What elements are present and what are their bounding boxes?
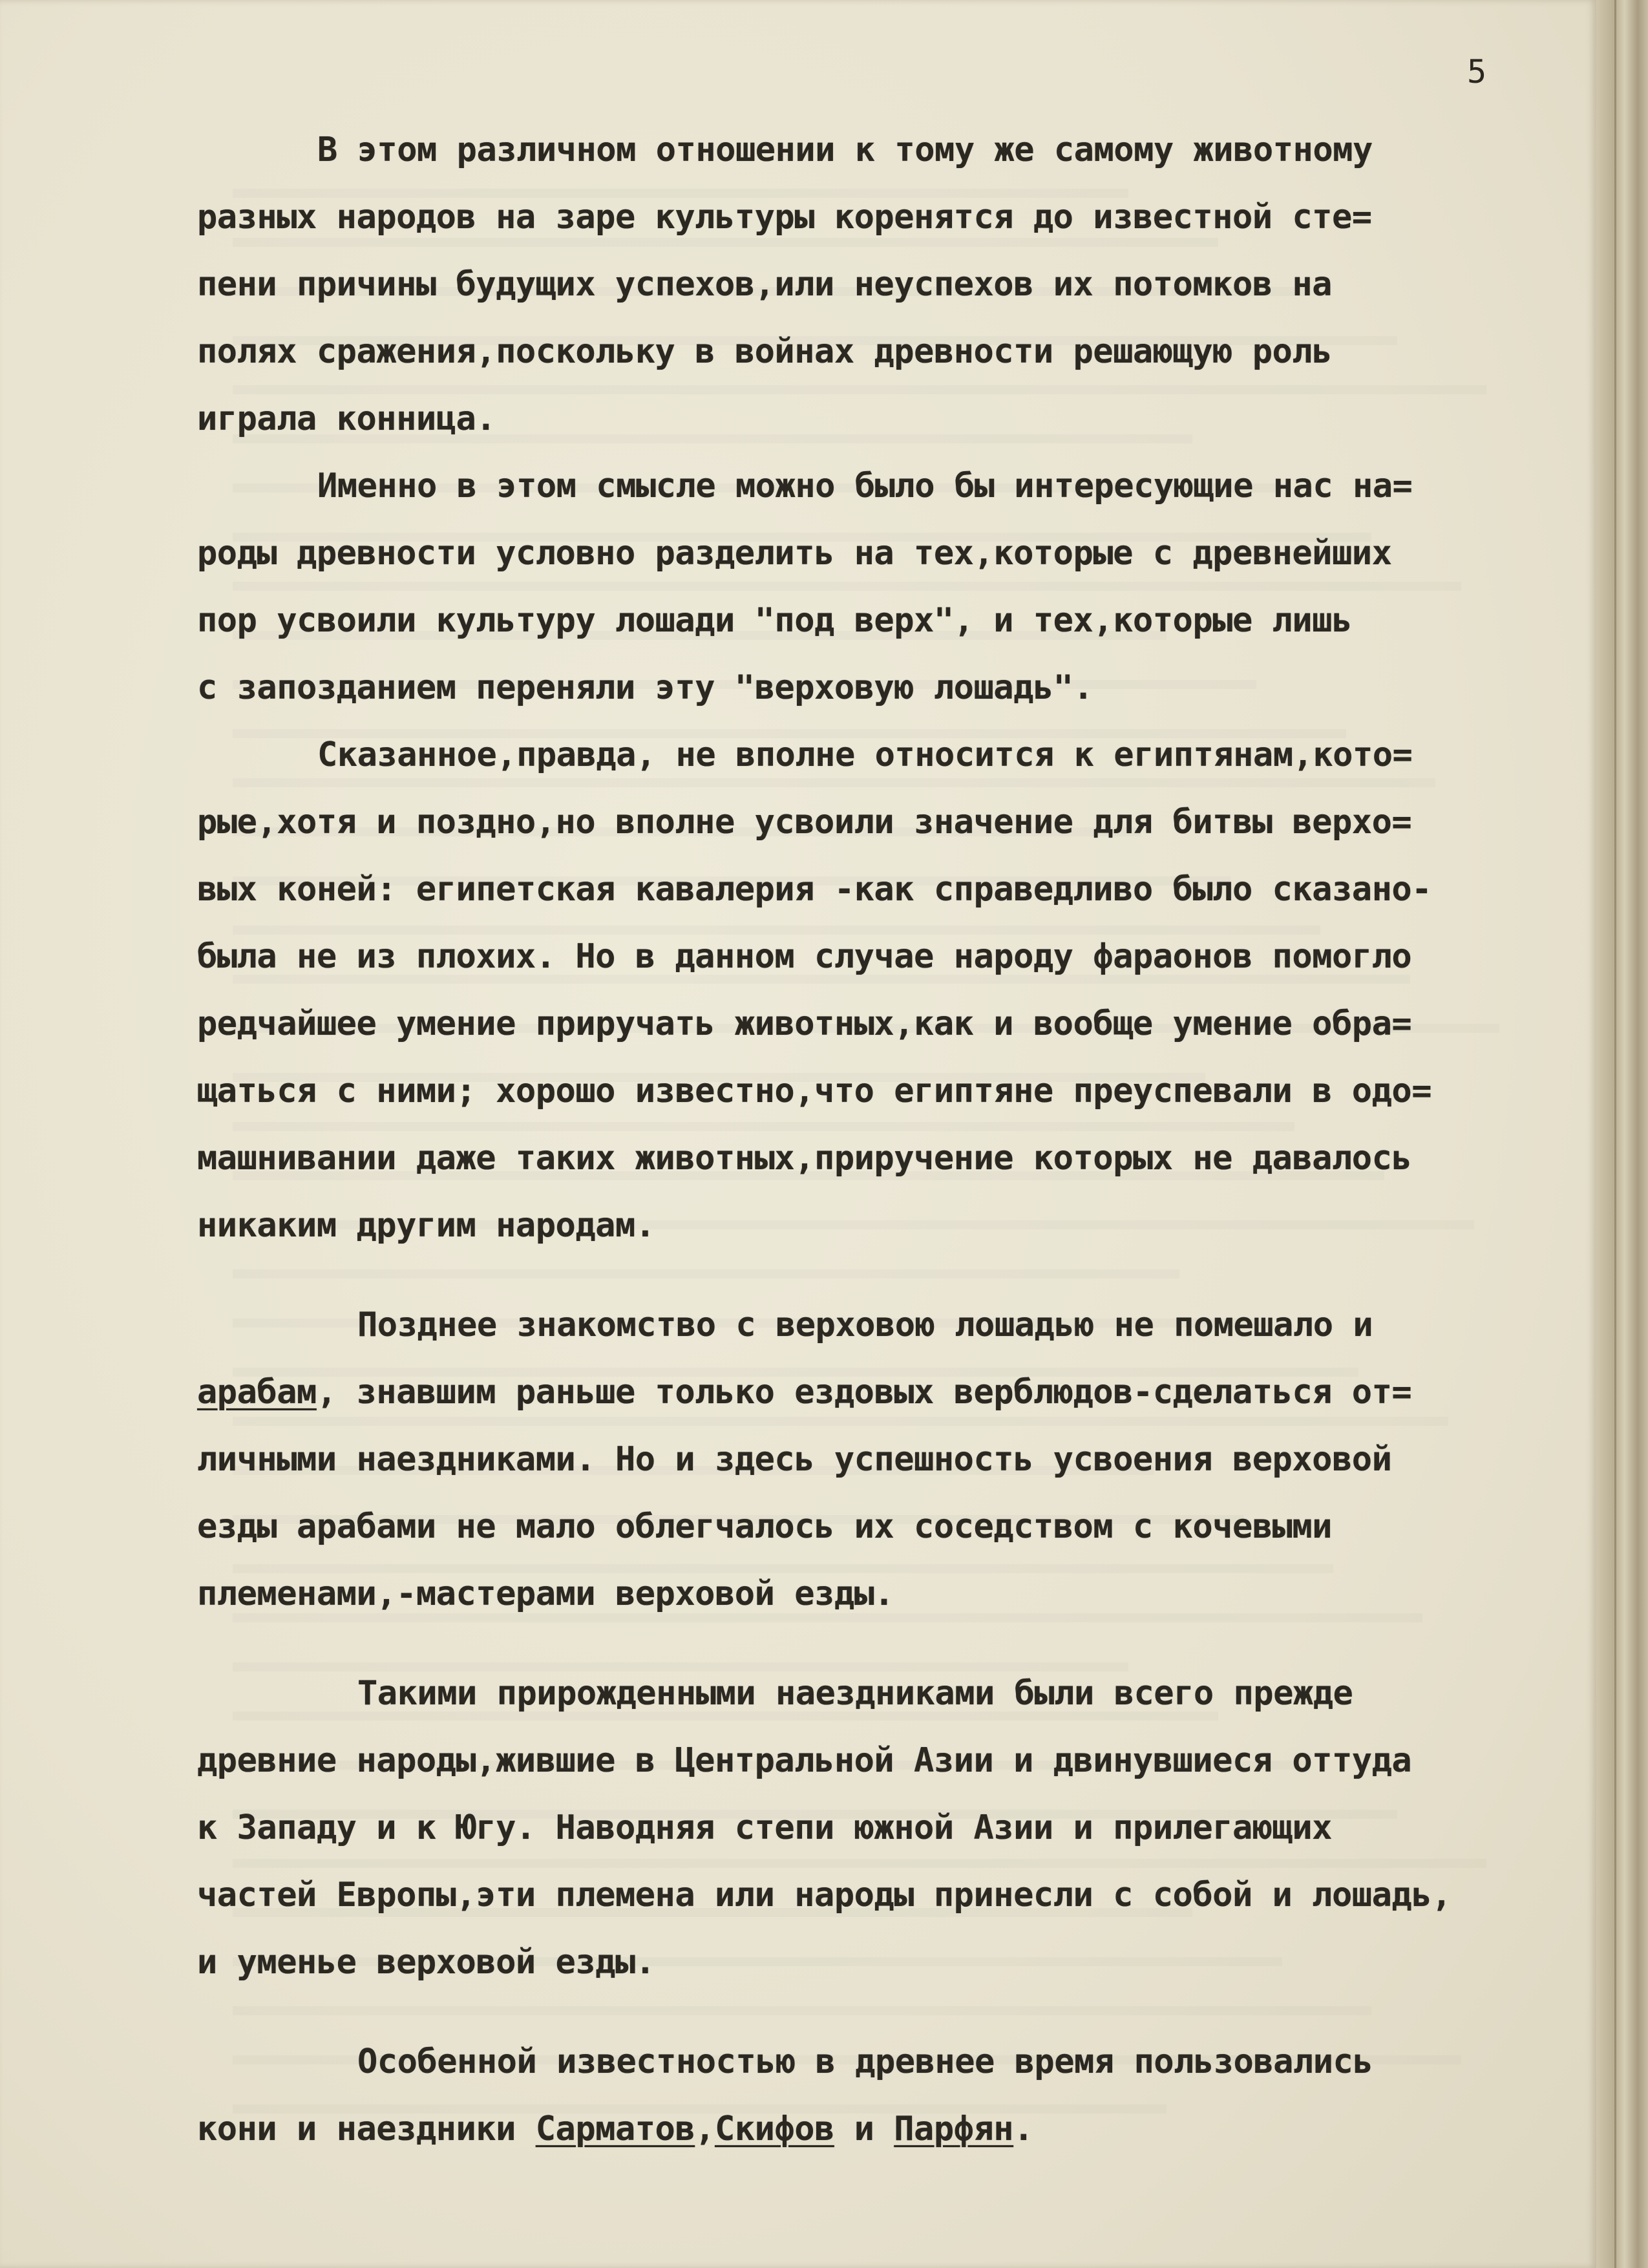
text-segment: Сказанное,правда, не вполне относится к египтянам,кото= [317, 736, 1413, 774]
page-number: 5 [1467, 53, 1487, 90]
text-segment: и уменье верховой езды. [197, 1943, 655, 1982]
text-line [197, 1125, 1548, 1192]
text-segment: к Западу и к Югу. Наводняя степи южной Азии и прилегающих [197, 1808, 1332, 1847]
typewritten-body [197, 116, 1548, 2163]
text-line [197, 2095, 1548, 2163]
text-segment: вых коней: египетская кавалерия -как справедливо было сказано- [197, 870, 1432, 909]
text-line [197, 1291, 1548, 1359]
text-line [197, 1493, 1548, 1560]
text-line [197, 1929, 1548, 1996]
text-segment: Особенной известностью в древнее время пользовались [357, 2042, 1373, 2081]
text-line [197, 520, 1548, 587]
text-line [197, 1560, 1548, 1627]
text-segment: и [834, 2110, 894, 2148]
text-line [197, 1660, 1548, 1727]
text-line [197, 318, 1548, 385]
text-segment: Позднее знакомство с верховою лошадью не помешало и [357, 1306, 1373, 1344]
text-line [197, 587, 1548, 654]
text-line [197, 856, 1548, 923]
text-segment: разных народов на заре культуры коренятся до известной сте= [197, 198, 1372, 237]
text-segment: кони и наездники [197, 2110, 536, 2148]
text-segment: езды арабами не мало облегчалось их соседством с кочевыми [197, 1507, 1332, 1546]
text-line [197, 1359, 1548, 1426]
text-line [197, 789, 1548, 856]
underlined-word: Парфян [894, 2110, 1014, 2148]
text-line [197, 452, 1548, 520]
text-segment: пор усвоили культуру лошади "под верх", и тех,которые лишь [197, 601, 1352, 640]
text-line [197, 1861, 1548, 1929]
text-segment: личными наездниками. Но и здесь успешность усвоения верховой [197, 1440, 1392, 1479]
text-segment: Такими прирожденными наездниками были всего прежде [357, 1674, 1353, 1713]
text-segment: играла конница. [197, 399, 496, 438]
text-line [197, 654, 1548, 721]
text-segment: редчайшее умение приручать животных,как и вообще умение обра= [197, 1004, 1412, 1043]
paragraph-gap [197, 1627, 1548, 1660]
text-segment: . [1013, 2110, 1033, 2148]
text-segment: В этом различном отношении к тому же самому животному [317, 131, 1373, 169]
text-segment: с запозданием переняли эту "верховую лошадь". [197, 668, 1093, 707]
text-line [197, 1192, 1548, 1259]
text-segment: никаким другим народам. [197, 1206, 655, 1245]
text-segment: племенами,-мастерами верховой езды. [197, 1574, 894, 1613]
underlined-word: Сарматов [535, 2110, 695, 2148]
underlined-word: арабам [197, 1373, 317, 1412]
text-line [197, 721, 1548, 789]
text-segment: , [695, 2110, 715, 2148]
text-segment: пени причины будущих успехов,или неуспехов их потомков на [197, 265, 1332, 304]
text-segment: Именно в этом смысле можно было бы интересующие нас на= [317, 467, 1413, 505]
text-line [197, 2028, 1548, 2095]
stacked-page-edges [1596, 0, 1648, 2268]
text-line [197, 1426, 1548, 1493]
text-segment: , знавшим раньше только ездовых верблюдов-сделаться от= [316, 1373, 1412, 1412]
text-line [197, 116, 1548, 184]
text-line [197, 184, 1548, 251]
text-line [197, 251, 1548, 318]
text-line [197, 385, 1548, 452]
paragraph-gap [197, 1259, 1548, 1291]
text-segment: рые,хотя и поздно,но вполне усвоили значение для битвы верхо= [197, 803, 1412, 842]
text-segment: древние народы,жившие в Центральной Азии и двинувшиеся оттуда [197, 1741, 1412, 1780]
text-segment: полях сражения,поскольку в войнах древности решающую роль [197, 332, 1332, 371]
text-line [197, 1727, 1548, 1794]
text-segment: роды древности условно разделить на тех,которые с древнейших [197, 534, 1392, 573]
text-segment: машнивании даже таких животных,приручение которых не давалось [197, 1139, 1412, 1178]
paragraph-gap [197, 1996, 1548, 2028]
text-line [197, 990, 1548, 1057]
text-segment: была не из плохих. Но в данном случае народу фараонов помогло [197, 937, 1412, 976]
text-line [197, 1794, 1548, 1861]
text-line [197, 1057, 1548, 1125]
text-segment: щаться с ними; хорошо известно,что египтяне преуспевали в одо= [197, 1072, 1432, 1110]
text-segment: частей Европы,эти племена или народы принесли с собой и лошадь, [197, 1876, 1452, 1914]
underlined-word: Скифов [714, 2110, 834, 2148]
text-line [197, 923, 1548, 990]
